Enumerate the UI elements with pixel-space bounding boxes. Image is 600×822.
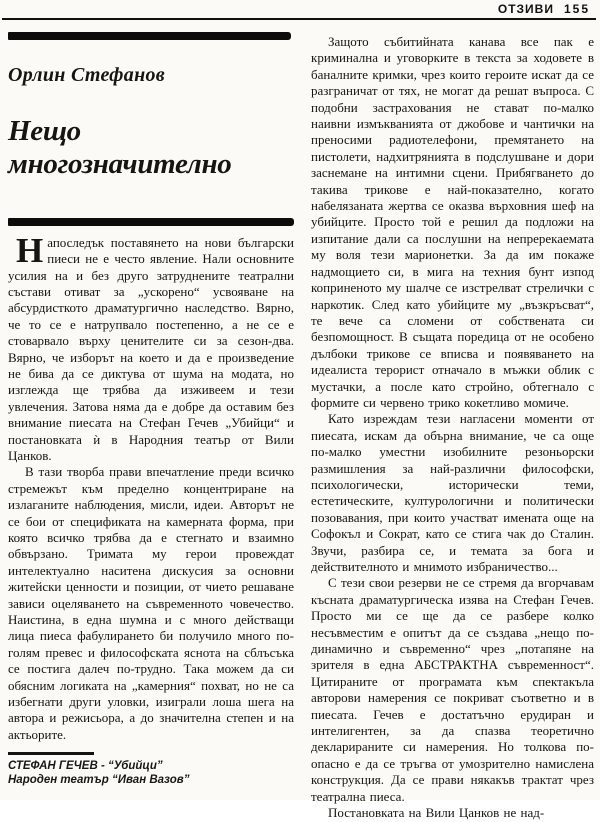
mid-divider-bar — [8, 218, 294, 226]
article-title: Нещо многозначително — [8, 115, 232, 181]
right-column — [311, 32, 594, 822]
top-divider-bar — [8, 32, 291, 40]
body-paragraph: С тези свои резерви не се стремя да вгорчавам късната драматургическа изява на Стефан Гечев. Просто ми се ще да се разбере колко несъвместим е опитът да се създава „нещо по-динамично и съвременно“ чрез „потапяне на зрителя в една АБСТРАКТНА съвременност“. Цитираните от програмата към спектакъла авторови намерения се покриват съответно и в пиесата. Гечев е достатъчно ерудиран и интелигентен, за да спазва теоретично декларираните си намерения. Но толкова по-опасно е да се тръгва от умозрително намислена конструкция. Да се прави някакъв трактат чрез театрална пиеса. — [311, 575, 594, 804]
footnote-rule — [8, 752, 94, 755]
page-number: 155 — [563, 2, 590, 16]
two-column-layout — [0, 20, 600, 822]
author-name: Орлин Стефанов — [8, 64, 166, 86]
body-paragraph: Като изреждам тези нагласени моменти от пиесата, искам да обърна внимание, че са още по-малко уместни изобилните резоньорски размишления за най-различни философски, психологически, исторически теми, естетическите, културологични и политически позовавания, при които участват имената още на Софокъл и Сократ, като се стига чак до Сталин. Звучи, разбира се, и темата за бога и действителното и мнимото избраничество... — [311, 411, 594, 574]
body-paragraph: Защото събитийната канава все пак е криминална и уговорките в текста за ходовете в баналните кримки, чрез които героите искат да се разграничат от тях, не могат да решат въпроса. С подобни застрахования не стават по-малко наивни измъкванията от джобове и чантички на преносими радиотелефони, премятането на пистолети, надхитрянията в подслушване и дори заснемане на интимни сцени. Прибягването до такива трикове е най-показателно, когато набелязаната жертва се оказва върховния шеф на убийците. Просто той е решил да подложи на изпитание дали са послушни на непререкаемата му воля тези марионетки. За да им покаже надмощието си, в мига на техния бунт изпод коприненото му шалче се изстрелват стрелички с наркотик. След като убийците му „възкръсват“, те вече са сломени от собствената си безпомощност. В същата поредица от не особено дълбоки трикове се вписва и появяването на идеалиста терорист отначало в мъжки облик с мустачки, а после като стройно, обтегнало с формите си червено трико кокетливо момиче. — [311, 34, 594, 410]
footnote-play-credit: СТЕФАН ГЕЧЕВ - “Убийци” — [8, 760, 163, 773]
body-paragraph: Постановката на Вили Цанков не над- — [328, 805, 545, 821]
page-header — [0, 0, 600, 16]
left-column — [8, 32, 294, 822]
drop-cap: Н — [16, 230, 44, 270]
footnote — [8, 752, 294, 787]
body-paragraph — [8, 230, 294, 465]
paragraph-text: апоследък поставянето на нови български пиеси не е често явление. Нали основните усилия на и без друго затруднените театрални състави отиват за „ускорено“ усвояване на абсурдисткото драматургично наследство. Вярно, че то се е натрупвало постепенно, а не се е стоварвало върху ценителите си за сезон-два. Вярно, че изборът на което и да е произведение не бива да се диктува от шума на модата, но изглежда ще трябва да изживеем и тези увлечения. Затова няма да е добре да оставим без внимание пиесата на Стефан Гечев „Убийци“ и постановката ѝ в Народния театър от Вили Цанков. — [8, 234, 294, 463]
body-paragraph: В тази творба прави впечатление преди всичко стремежът към пределно концентриране на излаганите наблюдения, мисли, идеи. Авторът не се бои от спецификата на камерната форма, при която всичко трябва да е стегнато и взаимно обвързано. Тримата му герои провеждат интелектуално наситена дискусия за основни житейски ценности и позиции, от чието решаване зависи оцеляването на съвременното човечество. Наистина, в една шумна и с много действащи лица пиеса фабулирането би получило много по-голям превес и философската яснота на сблъсъка се постига далеч по-трудно. Така можем да си обясним логиката на „камерния“ похват, но не са избегнати други уловки, изиграли лоша шега на автора и режисьора, а до значителна степен и на актьорите. — [8, 464, 294, 742]
section-label: ОТЗИВИ — [497, 2, 554, 16]
footnote-theatre-credit: Народен театър “Иван Вазов” — [8, 774, 190, 787]
